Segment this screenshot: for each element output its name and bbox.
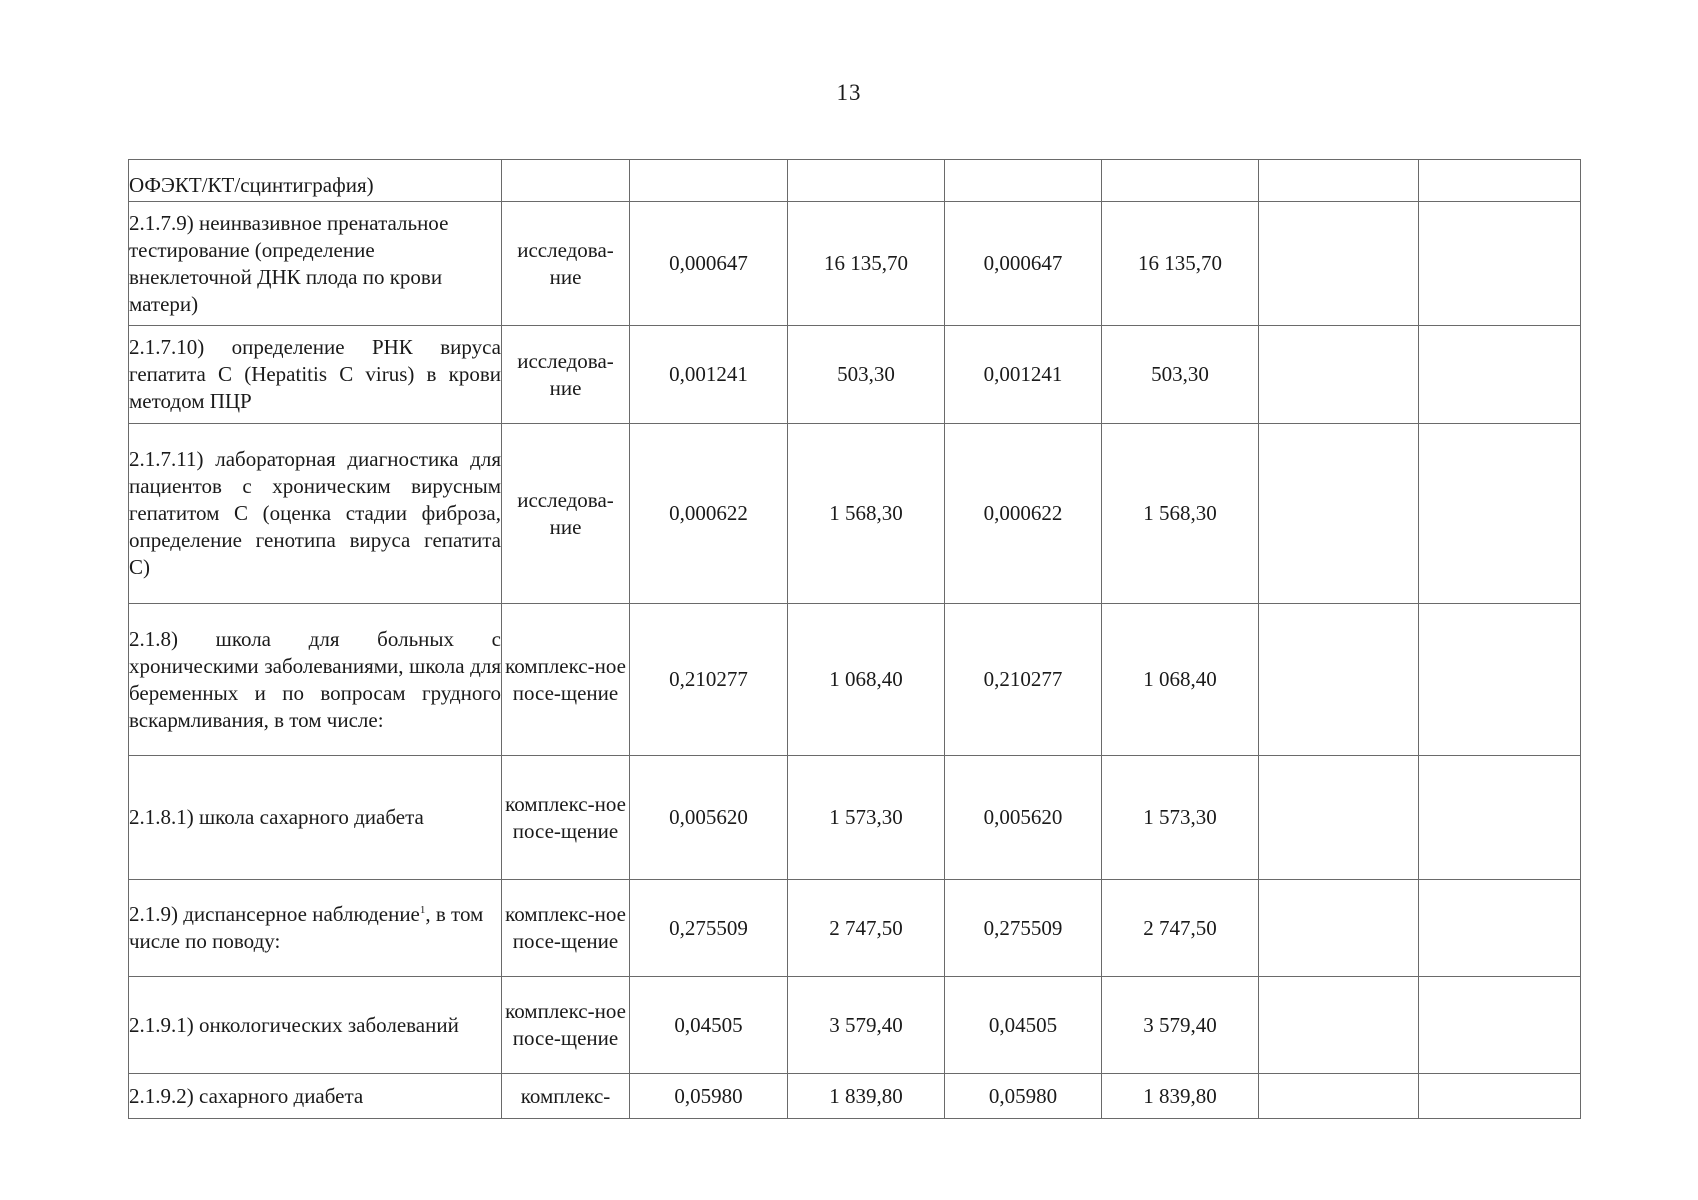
cost-cell: 1 839,80 <box>1102 1074 1259 1119</box>
cost-cell: 16 135,70 <box>1102 202 1259 326</box>
volume-cell: 0,005620 <box>630 756 788 880</box>
unit-cell: исследова-ние <box>502 424 630 604</box>
service-name-cell: 2.1.9) диспансерное наблюдение$^1$, в том числе по поводу: <box>129 880 502 977</box>
unit-cell: комплекс- <box>502 1074 630 1119</box>
service-name-cell: ОФЭКТ/КТ/сцинтиграфия) <box>129 160 502 202</box>
volume-cell: 0,000647 <box>945 202 1102 326</box>
unit-cell: исследова-ние <box>502 326 630 424</box>
empty-cell <box>1419 1074 1581 1119</box>
volume-cell: 0,275509 <box>945 880 1102 977</box>
volume-cell: 0,04505 <box>945 977 1102 1074</box>
volume-cell: 0,000622 <box>630 424 788 604</box>
unit-cell <box>502 160 630 202</box>
table-row <box>129 604 1581 756</box>
cost-cell: 1 068,40 <box>1102 604 1259 756</box>
cost-cell: 2 747,50 <box>1102 880 1259 977</box>
service-name-cell: 2.1.9.2) сахарного диабета <box>129 1074 502 1119</box>
unit-cell: комплекс-ное посе-щение <box>502 604 630 756</box>
volume-cell: 0,005620 <box>945 756 1102 880</box>
cost-cell <box>1102 160 1259 202</box>
table-row <box>129 1074 1581 1119</box>
unit-cell: комплекс-ное посе-щение <box>502 880 630 977</box>
tariff-table <box>128 159 1581 1119</box>
cost-cell: 1 839,80 <box>788 1074 945 1119</box>
cost-cell: 1 573,30 <box>1102 756 1259 880</box>
cost-cell: 16 135,70 <box>788 202 945 326</box>
unit-cell: комплекс-ное посе-щение <box>502 977 630 1074</box>
volume-cell: 0,000622 <box>945 424 1102 604</box>
unit-cell: комплекс-ное посе-щение <box>502 756 630 880</box>
table-row <box>129 424 1581 604</box>
unit-cell: исследова-ние <box>502 202 630 326</box>
service-name-cell: 2.1.8) школа для больных с хроническими заболеваниями, школа для беременных и по вопросам грудного вскармливания, в том числе: <box>129 604 502 756</box>
empty-cell <box>1259 604 1419 756</box>
volume-cell: 0,210277 <box>630 604 788 756</box>
cost-cell: 503,30 <box>1102 326 1259 424</box>
table-row <box>129 326 1581 424</box>
cost-cell: 1 068,40 <box>788 604 945 756</box>
empty-cell <box>1419 326 1581 424</box>
empty-cell <box>1419 756 1581 880</box>
service-name-cell: 2.1.8.1) школа сахарного диабета <box>129 756 502 880</box>
empty-cell <box>1259 424 1419 604</box>
empty-cell <box>1419 202 1581 326</box>
volume-cell <box>630 160 788 202</box>
cost-cell: 1 568,30 <box>788 424 945 604</box>
cost-cell <box>788 160 945 202</box>
volume-cell: 0,275509 <box>630 880 788 977</box>
service-name-cell: 2.1.7.11) лабораторная диагностика для пациентов с хроническим вирусным гепатитом С (оценка стадии фиброза, определение генотипа вируса гепатита С) <box>129 424 502 604</box>
table-row <box>129 756 1581 880</box>
volume-cell: 0,001241 <box>630 326 788 424</box>
volume-cell: 0,000647 <box>630 202 788 326</box>
empty-cell <box>1419 880 1581 977</box>
footnote-marker: 1 <box>419 904 426 916</box>
cost-cell: 3 579,40 <box>1102 977 1259 1074</box>
empty-cell <box>1259 977 1419 1074</box>
empty-cell <box>1259 326 1419 424</box>
volume-cell: 0,04505 <box>630 977 788 1074</box>
page-number: 13 <box>836 80 862 105</box>
cost-cell: 503,30 <box>788 326 945 424</box>
empty-cell <box>1419 160 1581 202</box>
table-row <box>129 202 1581 326</box>
service-name-cell: 2.1.9.1) онкологических заболеваний <box>129 977 502 1074</box>
table-row <box>129 977 1581 1074</box>
service-name-cell: 2.1.7.9) неинвазивное пренатальное тестирование (определение внеклеточной ДНК плода по крови матери) <box>129 202 502 326</box>
cost-cell: 1 568,30 <box>1102 424 1259 604</box>
volume-cell: 0,05980 <box>945 1074 1102 1119</box>
empty-cell <box>1259 202 1419 326</box>
cost-cell: 3 579,40 <box>788 977 945 1074</box>
volume-cell: 0,05980 <box>630 1074 788 1119</box>
table-row <box>129 880 1581 977</box>
empty-cell <box>1259 160 1419 202</box>
empty-cell <box>1419 424 1581 604</box>
empty-cell <box>1259 1074 1419 1119</box>
cost-cell: 2 747,50 <box>788 880 945 977</box>
volume-cell: 0,001241 <box>945 326 1102 424</box>
volume-cell: 0,210277 <box>945 604 1102 756</box>
empty-cell <box>1419 604 1581 756</box>
empty-cell <box>1259 880 1419 977</box>
table-row <box>129 160 1581 202</box>
service-name-cell: 2.1.7.10) определение РНК вируса гепатита C (Hepatitis C virus) в крови методом ПЦР <box>129 326 502 424</box>
cost-cell: 1 573,30 <box>788 756 945 880</box>
volume-cell <box>945 160 1102 202</box>
empty-cell <box>1259 756 1419 880</box>
empty-cell <box>1419 977 1581 1074</box>
